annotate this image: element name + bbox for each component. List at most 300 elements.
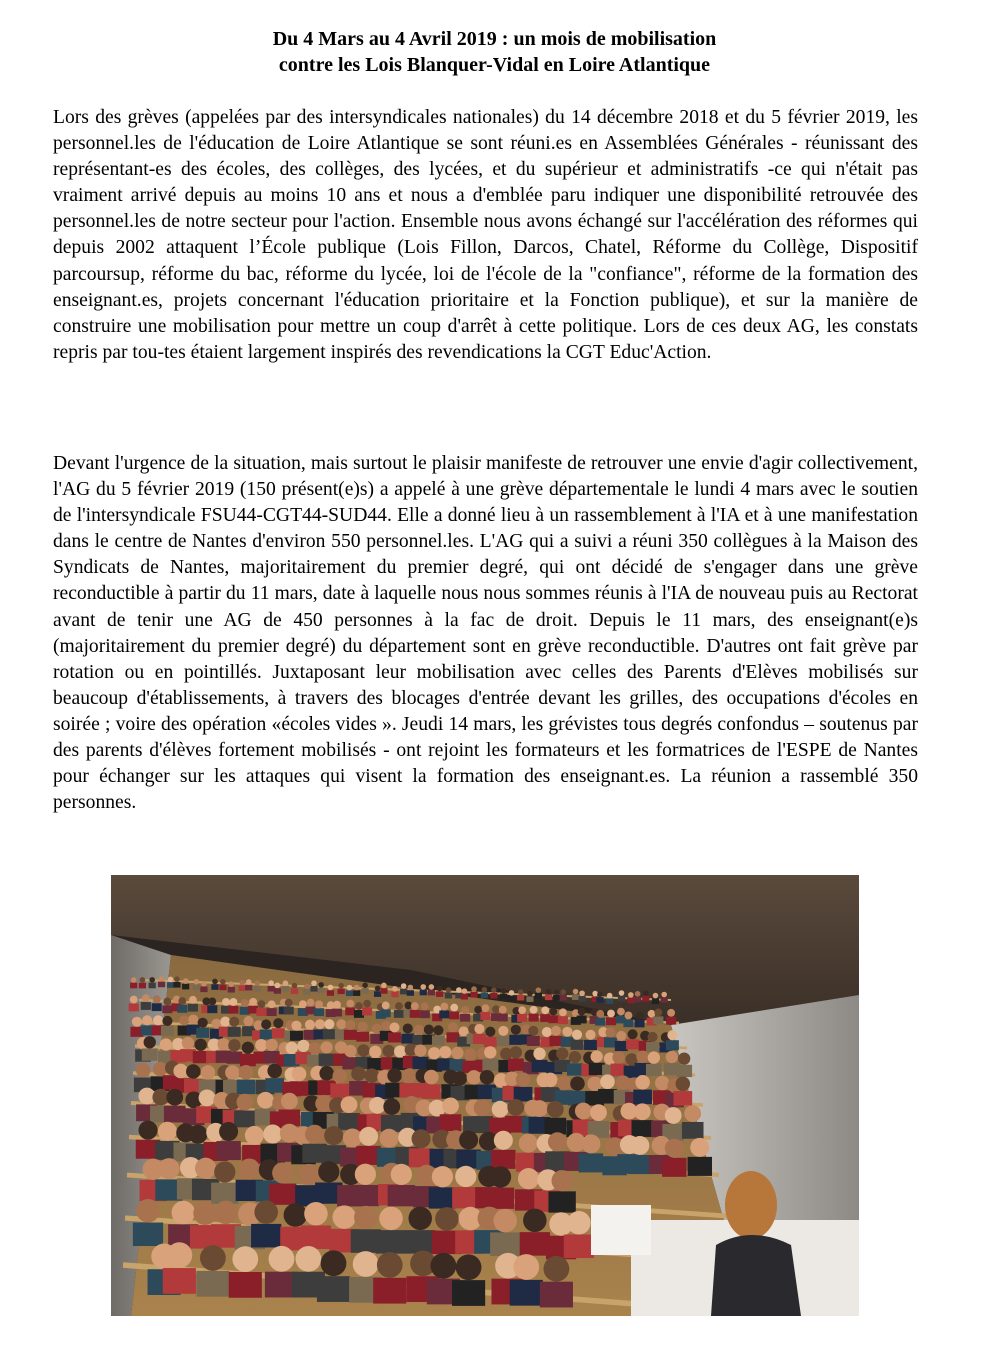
audience-body (652, 998, 659, 1004)
audience-body (440, 1114, 462, 1131)
audience-body (216, 1141, 240, 1160)
audience-head (208, 997, 216, 1005)
audience-body (161, 1026, 174, 1036)
audience-head (239, 1065, 254, 1080)
audience-head (179, 1015, 189, 1025)
audience-body (436, 991, 443, 997)
audience-head (188, 1125, 207, 1144)
audience-head (544, 1256, 570, 1282)
audience-body (632, 1120, 654, 1137)
audience-head (456, 987, 462, 993)
audience-head (222, 998, 230, 1006)
audience-head (542, 1027, 552, 1037)
audience-head (347, 985, 353, 991)
audience-body (158, 982, 165, 988)
audience-head (585, 1030, 595, 1040)
audience-head (592, 991, 598, 997)
audience-head (616, 1031, 626, 1041)
audience-body (282, 986, 289, 992)
audience-body (152, 1003, 162, 1011)
audience-body (527, 1036, 540, 1046)
audience-body (284, 1007, 294, 1015)
audience-body (526, 996, 533, 1002)
audience-head (667, 1030, 677, 1040)
audience-head (369, 1046, 381, 1058)
audience-head (474, 1024, 484, 1034)
audience-head (269, 1246, 295, 1272)
audience-body (193, 985, 200, 991)
audience-head (665, 1139, 684, 1158)
audience-body (500, 994, 507, 1000)
audience-head (628, 1029, 638, 1039)
audience-head (408, 1207, 432, 1231)
audience-head (464, 1048, 476, 1060)
audience-head (244, 1016, 254, 1026)
audience-head (482, 1004, 490, 1012)
audience-body (596, 997, 603, 1003)
audience-body (196, 1028, 209, 1038)
audience-head (467, 1070, 482, 1085)
audience-body (130, 983, 137, 989)
audience-head (484, 1046, 496, 1058)
audience-head (201, 1065, 216, 1080)
audience-head (168, 977, 174, 983)
audience-head (546, 989, 552, 995)
audience-body (545, 1118, 567, 1135)
audience-head (304, 1202, 328, 1226)
audience-body (319, 1054, 335, 1066)
audience-head (596, 1010, 604, 1018)
audience-body (394, 1010, 404, 1018)
audience-body (226, 1051, 242, 1063)
audience-body (481, 993, 488, 999)
audience-head (355, 1164, 376, 1185)
audience-head (132, 1017, 142, 1027)
audience-body (484, 1037, 497, 1047)
audience-body (545, 994, 552, 1000)
audience-body (391, 992, 398, 998)
audience-body (626, 1039, 639, 1049)
audience-head (189, 996, 197, 1004)
audience-head (225, 1065, 240, 1080)
audience-body (405, 1230, 435, 1254)
audience-body (228, 1006, 238, 1014)
audience-head (451, 1047, 463, 1059)
audience-head (387, 1068, 402, 1083)
audience-head (283, 980, 289, 986)
audience-body (584, 1040, 597, 1050)
paragraph-2: Devant l'urgence de la situation, mais surtout le plaisir manifeste de retrouver une envie d'agir collectivement, l'AG du 5 février 2019 (150 présent(e)s) a appelé à une grève départementale le lundi 4 mars avec le soutien de l'intersyndicale FSU44-CGT44-SUD44. Elle a donné lieu à un rassemblement à l'IA et à une manifestation dans le centre de Nantes d'environ 550 personnel.les. L'AG qui a suivi a réuni 350 collègues à la Maison des Syndicats de Nantes, majoritairement du premier degré, qui ont décidé de s'engager dans une grève reconductible à partir du 11 mars, date à laquelle nous nous sommes réunis à l'IA de nouveau puis au Rectorat avant de tenir une AG de 450 personnes à la fac de droit. Depuis le 11 mars, des enseignant(e)s (majoritairement du premier degré) du département sont en grève reconductible. D'autres ont fait grève par rotation ou en pointillés. Juxtaposant leur mobilisation avec celles des Parents d'Elèves mobilisés sur beaucoup d'établissements, à travers des blocages d'entrée devant les grilles, des occupations d'écoles en soirée ; voire des opération «écoles vides ». Jeudi 14 mars, les grévistes tous degrés confondus – soutenus par des parents d'élèves fortement mobilisés - ont rejoint les formateurs et les formatrices de l'ESPE de Nantes pour échanger sur les attaques qui visent la formation des enseignant.es. La réunion a rassemblé 350 personnes. (53, 453, 918, 814)
audience-body (606, 998, 613, 1004)
audience-head (362, 982, 368, 988)
audience-head (551, 1026, 561, 1036)
audience-body (520, 1232, 550, 1256)
audience-body (646, 1042, 659, 1052)
audience-body (149, 983, 156, 989)
audience-body (567, 1063, 583, 1075)
audience-head (158, 1158, 179, 1179)
audience-head (648, 1051, 660, 1063)
audience-head (142, 1015, 152, 1025)
speaker-body (711, 1235, 801, 1316)
audience-head (617, 1008, 625, 1016)
audience-head (324, 1126, 343, 1145)
audience-head (462, 988, 468, 994)
audience-head (491, 987, 497, 993)
audience-head (634, 1103, 651, 1120)
audience-head (412, 1129, 431, 1148)
audience-body (666, 1017, 676, 1025)
audience-head (498, 1026, 508, 1036)
audience-body (577, 1016, 587, 1024)
audience-body (548, 1015, 558, 1023)
audience-head (357, 1044, 369, 1056)
audience-head (579, 990, 585, 996)
audience-head (653, 993, 659, 999)
audience-head (490, 1166, 511, 1187)
audience-head (456, 1254, 482, 1280)
audience-head (355, 1002, 363, 1010)
audience-body (508, 996, 515, 1002)
audience-body (376, 1230, 406, 1254)
audience-head (140, 977, 146, 983)
audience-head (648, 1032, 658, 1042)
audience-body (480, 1012, 490, 1020)
audience-body (628, 1155, 652, 1174)
audience-head (351, 1066, 366, 1081)
audience-body (553, 995, 560, 1001)
audience-body (200, 987, 207, 993)
audience-head (432, 1166, 453, 1187)
audience-head (437, 986, 443, 992)
title-line-2: contre les Lois Blanquer-Vidal en Loire Atlantique (278, 54, 711, 76)
audience-body (219, 985, 226, 991)
audience-body (314, 1008, 324, 1016)
audience-head (666, 1051, 678, 1063)
audience-body (274, 988, 281, 994)
audience-head (591, 1050, 603, 1062)
audience-head (263, 1125, 282, 1144)
audience-head (635, 991, 641, 997)
audience-head (159, 976, 165, 982)
audience-body (260, 1029, 273, 1039)
audience-head (304, 984, 310, 990)
audience-body (310, 986, 317, 992)
audience-body (256, 1008, 266, 1016)
audience-head (130, 996, 138, 1004)
audience-body (579, 1153, 603, 1172)
audience-head (229, 998, 237, 1006)
audience-head (365, 1068, 380, 1083)
audience-head (174, 976, 180, 982)
audience-head (319, 1066, 334, 1081)
audience-head (249, 998, 257, 1006)
audience-head (581, 1134, 600, 1153)
audience-head (382, 1002, 390, 1010)
audience-body (303, 989, 310, 995)
audience-body (517, 1014, 527, 1022)
audience-head (138, 1121, 157, 1140)
audience-head (309, 1042, 321, 1054)
audience-body (470, 992, 477, 998)
audience-body (410, 1010, 420, 1018)
audience-head (619, 990, 625, 996)
audience-body (228, 987, 235, 993)
audience-body (673, 1091, 692, 1106)
audience-head (600, 1074, 615, 1089)
title-line-1: Du 4 Mars au 4 Avril 2019 : un mois de mobilisation (272, 28, 717, 50)
audience-head (541, 1006, 549, 1014)
audience-head (162, 1016, 172, 1026)
audience-head (375, 986, 381, 992)
audience-body (338, 1113, 360, 1130)
audience-head (560, 989, 566, 995)
audience-head (455, 1166, 476, 1187)
audience-head (573, 989, 579, 995)
audience-head (153, 995, 161, 1003)
audience-head (220, 1017, 230, 1027)
audience-head (273, 1018, 283, 1028)
lecture-hall-illustration (111, 875, 859, 1316)
audience-head (254, 1200, 278, 1224)
audience-head (321, 1250, 347, 1276)
audience-head (439, 1046, 451, 1058)
audience-head (676, 1077, 691, 1092)
audience-body (420, 990, 427, 996)
audience-body (196, 1271, 229, 1297)
audience-head (453, 1071, 468, 1086)
audience-head (379, 1207, 403, 1231)
audience-head (236, 1094, 253, 1111)
audience-body (449, 1012, 459, 1020)
audience-body (373, 1278, 406, 1304)
audience-body (239, 985, 246, 991)
audience-body (662, 1158, 686, 1177)
audience-head (494, 1131, 513, 1150)
audience-head (345, 1020, 355, 1030)
audience-body (291, 988, 298, 994)
audience-head (549, 1008, 557, 1016)
audience-head (311, 980, 317, 986)
speaker-head (725, 1171, 777, 1239)
audience-head (229, 1017, 239, 1027)
audience-head (636, 1012, 644, 1020)
audience-head (315, 1019, 325, 1029)
audience-body (482, 1059, 498, 1071)
audience-body (618, 996, 625, 1002)
audience-head (493, 1209, 517, 1233)
audience-head (630, 1136, 649, 1155)
audience-head (383, 1098, 400, 1115)
audience-body (381, 1009, 391, 1017)
audience-body (133, 1223, 163, 1247)
audience-head (492, 1101, 509, 1118)
audience-body (245, 985, 252, 991)
audience-head (518, 989, 524, 995)
audience-head (281, 1093, 298, 1110)
audience-head (567, 1211, 591, 1235)
audience-body (661, 997, 668, 1003)
audience-body (164, 1106, 186, 1123)
audience-body (211, 1183, 238, 1204)
audience-head (690, 1138, 709, 1157)
audience-head (328, 985, 334, 991)
audience-head (186, 1064, 201, 1079)
audience-head (578, 1008, 586, 1016)
audience-head (166, 1089, 183, 1106)
audience-head (268, 980, 274, 986)
audience-head (533, 1048, 545, 1060)
audience-body (407, 990, 414, 996)
audience-body (353, 990, 360, 996)
audience-head (513, 1254, 539, 1280)
audience-head (172, 1201, 196, 1225)
audience-head (492, 1005, 500, 1013)
audience-body (327, 990, 334, 996)
audience-head (587, 1076, 602, 1091)
audience-head (408, 985, 414, 991)
audience-head (507, 1099, 524, 1116)
audience-head (395, 1002, 403, 1010)
audience-body (535, 993, 542, 999)
audience-body (318, 988, 325, 994)
audience-head (429, 984, 435, 990)
audience-body (139, 983, 146, 989)
audience-head (358, 1022, 368, 1032)
audience-body (595, 1018, 605, 1026)
audience-head (414, 1025, 424, 1035)
audience-body (173, 982, 180, 988)
audience-body (497, 1036, 510, 1046)
audience-head (193, 1202, 217, 1226)
audience-body (229, 1272, 262, 1298)
audience-head (554, 989, 560, 995)
audience-body (571, 1040, 584, 1050)
audience-head (547, 1101, 564, 1118)
audience-body (420, 1010, 430, 1018)
audience-body (323, 1029, 336, 1039)
audience-head (389, 1022, 399, 1032)
audience-head (420, 984, 426, 990)
audience-body (688, 1157, 712, 1176)
audience-body (491, 1150, 515, 1169)
audience-body (142, 1048, 158, 1060)
audience-body (330, 1083, 349, 1098)
audience-head (246, 979, 252, 985)
audience-head (214, 1161, 235, 1182)
audience-head (548, 1132, 567, 1151)
audience-head (153, 1015, 163, 1025)
audience-body (362, 988, 369, 994)
audience-head (569, 1051, 581, 1063)
audience-body (207, 1005, 217, 1013)
audience-body (228, 1027, 241, 1037)
audience-head (188, 1014, 198, 1024)
audience-body (439, 1010, 449, 1018)
audience-head (597, 992, 603, 998)
audience-head (272, 1162, 293, 1183)
audience-body (517, 995, 524, 1001)
audience-head (142, 994, 150, 1002)
audience-head (220, 979, 226, 985)
audience-body (272, 1028, 285, 1038)
audience-body (560, 995, 567, 1001)
audience-body (237, 1080, 256, 1095)
audience-head (163, 998, 171, 1006)
audience-body (254, 986, 261, 992)
audience-head (575, 1103, 592, 1120)
audience-body (510, 1280, 543, 1306)
audience-body (635, 1020, 645, 1028)
audience-head (261, 1019, 271, 1029)
audience-body (445, 993, 452, 999)
audience-body (676, 1065, 692, 1077)
audience-head (628, 992, 634, 998)
audience-head (431, 1253, 457, 1279)
audience-head (414, 1044, 426, 1056)
audience-head (144, 1036, 156, 1048)
audience-body (666, 1040, 679, 1050)
audience-head (178, 997, 186, 1005)
audience-body (548, 1191, 575, 1212)
audience-body (345, 1007, 355, 1015)
audience-body (623, 1019, 633, 1027)
audience-head (442, 1097, 459, 1114)
audience-head (612, 1051, 624, 1063)
audience-head (199, 1089, 216, 1106)
audience-body (634, 997, 641, 1003)
audience-body (578, 996, 585, 1002)
audience-head (338, 983, 344, 989)
audience-head (285, 999, 293, 1007)
audience-body (290, 1031, 303, 1041)
audience-body (646, 1064, 662, 1076)
audience-body (682, 1122, 704, 1139)
audience-body (317, 1276, 350, 1302)
audience-head (551, 1170, 572, 1191)
audience-body (633, 1090, 652, 1105)
audience-head (559, 1008, 567, 1016)
audience-body (388, 1032, 401, 1042)
audience-head (332, 1069, 347, 1084)
audience-head (570, 1076, 585, 1091)
audience-head (516, 1072, 531, 1087)
audience-head (239, 1158, 260, 1179)
audience-body (460, 1014, 470, 1022)
audience-head (482, 987, 488, 993)
audience-head (245, 1126, 264, 1145)
audience-head (239, 980, 245, 986)
audience-body (529, 1014, 539, 1022)
audience-head (459, 1130, 478, 1149)
audience-head (354, 985, 360, 991)
audience-head (198, 1018, 208, 1028)
audience-body (362, 1008, 372, 1016)
audience-head (182, 1037, 194, 1049)
audience-head (193, 979, 199, 985)
audience-body (490, 1232, 520, 1256)
audience-body (564, 1235, 594, 1259)
audience-body (267, 1008, 277, 1016)
audience-body (344, 1030, 357, 1040)
audience-head (136, 1063, 151, 1078)
audience-head (292, 1067, 307, 1082)
audience-head (523, 1209, 547, 1233)
audience-head (228, 1039, 240, 1051)
audience-head (173, 1064, 188, 1079)
audience-body (234, 1111, 256, 1128)
audience-head (510, 1046, 522, 1058)
